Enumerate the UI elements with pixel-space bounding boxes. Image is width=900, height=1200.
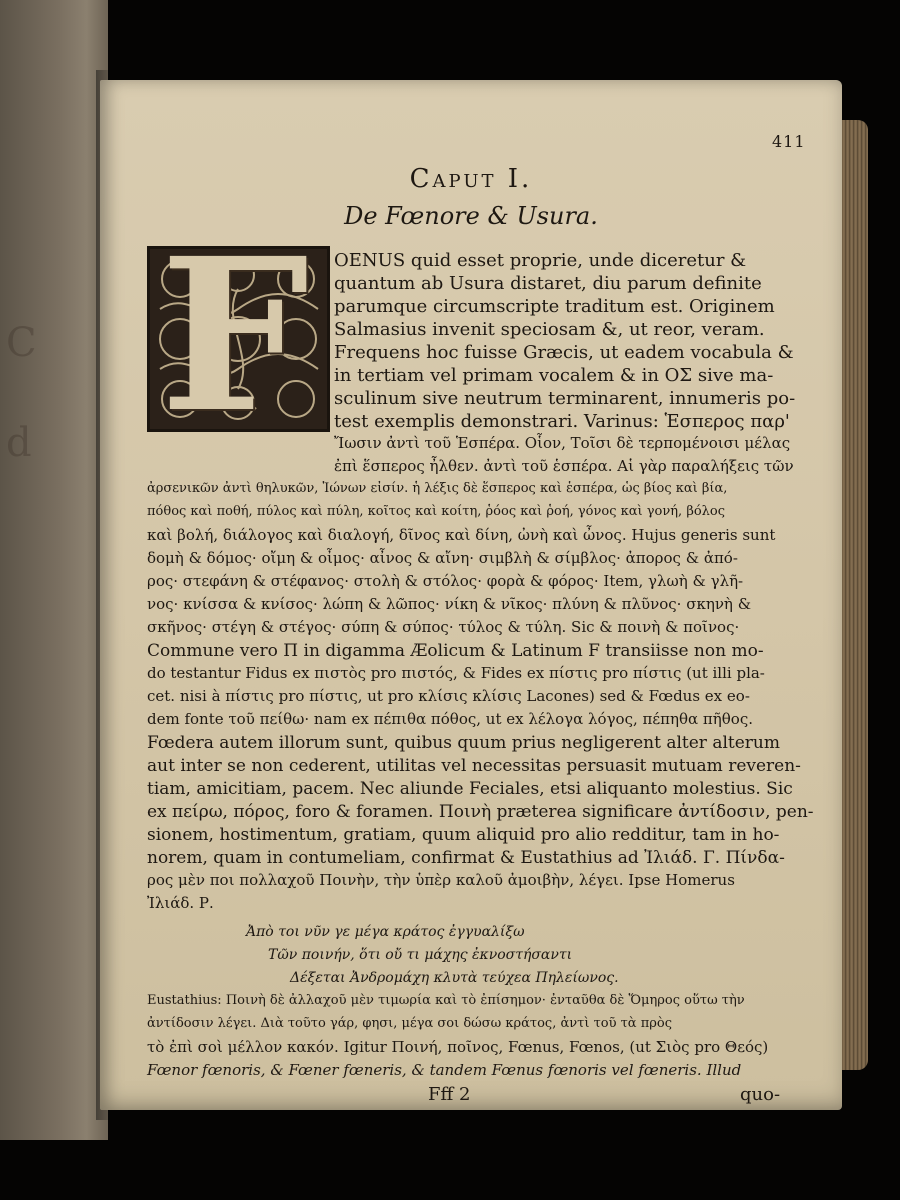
text-line: sculinum sive neutrum terminarent, innumeris po- [334,388,796,409]
verse-line: Τῶν ποινήν, ὅτι οὔ τι μάχης ἐκνοστήσαντι [268,947,573,963]
text-line: Salmasius invenit speciosam &, ut reor, veram. [334,319,765,340]
bleed-through-mark: C [6,320,37,366]
text-line: do testantur Fidus ex πιστὸς pro πιστός, & Fides ex πίστις pro πίστις (ut illi pla- [147,664,765,682]
page-number: 411 [772,132,806,151]
text-line: νος· κνίσσα & κνίσος· λώπη & λῶπος· νίκη & νῖκος· πλύνη & πλῦνος· σκηνὴ & [147,595,752,613]
book-page [100,80,842,1110]
text-line: Commune vero Π in digamma Æolicum & Latinum F transiisse non mo- [147,641,764,661]
bleed-through-mark: d [6,420,32,466]
text-line: ἐπὶ ἕσπερος ἦλθεν. ἀντὶ τοῦ ἑσπέρα. Αἱ γὰρ παραλήξεις τῶν [334,457,794,475]
text-line: ρος μὲν ποι πολλαχοῦ Ποινὴν, τὴν ὑπὲρ καλοῦ ἀμοιβὴν, λέγει. Ipse Homerus [147,871,735,889]
chapter-heading: Caput I. [409,164,533,194]
text-line: OENUS quid esset proprie, unde diceretur & [334,250,747,271]
text-line: ex πείρω, πόρος, foro & foramen. Ποινὴ præterea significare ἀντίδοσιν, pen- [147,802,814,822]
text-line: Frequens hoc fuisse Græcis, ut eadem vocabula & [334,342,794,363]
text-line: tiam, amicitiam, pacem. Nec aliunde Feciales, etsi aliquanto molestius. Sic [147,779,793,799]
text-line: Ἴωσιν ἀντὶ τοῦ Ἑσπέρα. Οἷον, Τοῖσι δὲ τερπομένοισι μέλας [334,434,791,452]
signature-mark: Fff 2 [428,1084,471,1105]
text-line: dem fonte τοῦ πείθω· nam ex πέπιθα πόθος, ut ex λέλογα λόγος, πέπηθα πῆθος. [147,710,753,728]
decorated-initial [147,246,330,432]
text-line: δομὴ & δόμος· οἴμη & οἶμος· αἶνος & αἴνη· σιμβλὴ & σίμβλος· ἀπορος & ἀπό- [147,549,738,567]
chapter-subheading: De Fœnore & Usura. [344,202,598,230]
initial-letter: F [160,246,310,432]
text-line: Eustathius: Ποινὴ δὲ ἀλλαχοῦ μὲν τιμωρία καὶ τὸ ἐπίσημον· ἐνταῦθα δὲ Ὅμηρος οὕτω τὴν [147,993,745,1008]
text-line: norem, quam in contumeliam, confirmat & Eustathius ad Ἰλιάδ. Γ. Πίνδα- [147,848,785,868]
text-line: sionem, hostimentum, gratiam, quum aliquid pro alio redditur, tam in ho- [147,825,780,845]
text-line: πόθος καὶ ποθή, πύλος καὶ πύλη, κοῖτος καὶ κοίτη, ῥόος καὶ ῥοή, γόνος καὶ γονή, βόλος [147,504,726,519]
text-line: ἀντίδοσιν λέγει. Διὰ τοῦτο γάρ, φησι, μέγα σοι δώσω κράτος, ἀντὶ τοῦ τὰ πρὸς [147,1016,673,1031]
text-line: καὶ βολή, διάλογος καὶ διαλογή, δῖνος καὶ δίνη, ὠνὴ καὶ ὦνος. Hujus generis sunt [147,526,776,544]
text-line: parumque circumscripte traditum est. Originem [334,296,775,317]
text-line: cet. nisi à πίστις pro πίστις, ut pro κλίσις κλίσις Lacones) sed & Fœdus ex eo- [147,687,750,705]
text-line: aut inter se non cederent, utilitas vel necessitas persuasit mutuam reveren- [147,756,801,776]
text-line: τὸ ἐπὶ σοὶ μέλλον κακόν. Igitur Ποινή, ποῖνος, Fœnus, Fœnos, (ut Σιὸς pro Θεός) [147,1038,769,1056]
text-line: Fœnor fœnoris, & Fœner fœneris, & tandem Fœnus fœnoris vel fœneris. Illud [147,1061,742,1079]
text-line: σκῆνος· στέγη & στέγος· σύπη & σύπος· τύλος & τύλη. Sic & ποινὴ & ποῖνος· [147,618,740,636]
text-line: ρος· στεφάνη & στέφανος· στολὴ & στόλος· φορὰ & φόρος· Item, γλωὴ & γλῆ- [147,572,744,590]
text-line: Ἰλιάδ. Ρ. [147,894,214,912]
text-line: ἀρσενικῶν ἀντὶ θηλυκῶν, Ἰώνων εἰσίν. ἡ λέξις δὲ ἕσπερος καὶ ἑσπέρα, ὡς βίος καὶ βία, [147,481,728,496]
left-page-edge [0,0,108,1140]
verse-line: Δέξεται Ἀνδρομάχη κλυτὰ τεύχεα Πηλείωνος. [290,970,619,986]
text-line: quantum ab Usura distaret, diu parum definite [334,273,762,294]
verse-line: Ἀπὸ τοι νῦν γε μέγα κράτος ἐγγυαλίξω [246,924,525,940]
text-line: Fœdera autem illorum sunt, quibus quum prius negligerent alter alterum [147,733,780,753]
catchword: quo- [740,1084,781,1105]
text-line: in tertiam vel primam vocalem & in ΟΣ sive ma- [334,365,774,386]
text-line: test exemplis demonstrari. Varinus: Ἑσπερος παρ' [334,411,790,432]
